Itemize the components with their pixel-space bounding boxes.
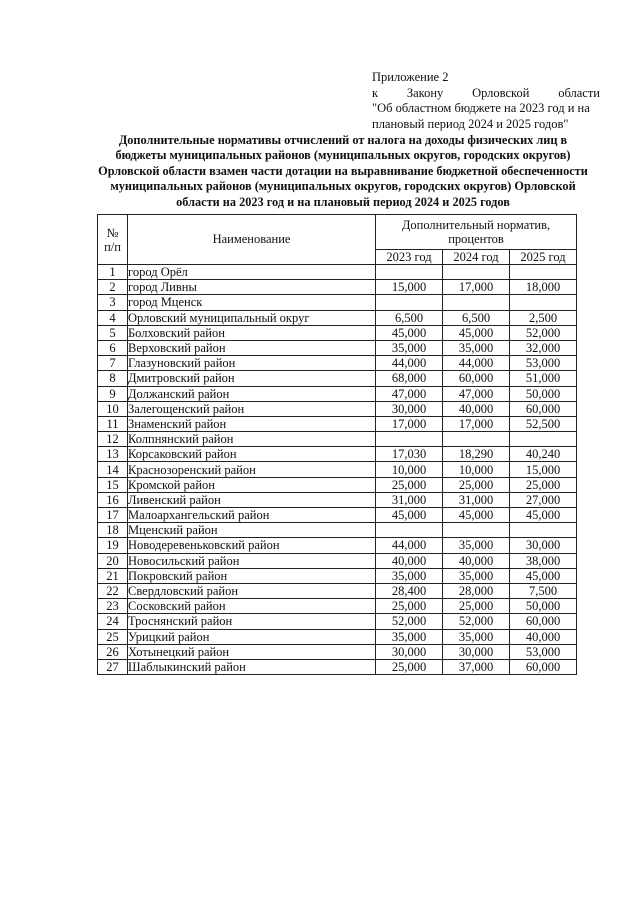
value-2025: 50,000	[510, 599, 577, 614]
document-title: Дополнительные нормативы отчислений от налога на доходы физических лиц в бюджеты муниципальных районов (муниципальных округов, городских округов) Орловской области взамен части дотации на выравнивание бюджетной обеспеченности муниципальных районов (муниципальных округов, городских округов) Орловской области на 2023 год и на плановый период 2024 и 2025 годов	[98, 133, 588, 209]
value-2025: 2,500	[510, 310, 577, 325]
value-2025: 50,000	[510, 386, 577, 401]
row-name: Шаблыкинский район	[128, 659, 376, 674]
value-2024: 60,000	[443, 371, 510, 386]
table-row	[98, 340, 577, 355]
row-name: Урицкий район	[128, 629, 376, 644]
value-2023: 68,000	[376, 371, 443, 386]
row-name: город Орёл	[128, 265, 376, 280]
header-year-2024: 2024 год	[443, 250, 510, 265]
value-2025: 45,000	[510, 568, 577, 583]
row-number: 14	[98, 462, 128, 477]
value-2025: 52,500	[510, 416, 577, 431]
row-name: город Мценск	[128, 295, 376, 310]
header-number-line1: №	[106, 225, 119, 240]
value-2024: 18,290	[443, 447, 510, 462]
table-body	[98, 265, 577, 675]
row-number: 12	[98, 432, 128, 447]
table-row	[98, 523, 577, 538]
row-number: 22	[98, 583, 128, 598]
table-row	[98, 583, 577, 598]
value-2023: 10,000	[376, 462, 443, 477]
row-name: Мценский район	[128, 523, 376, 538]
value-2025: 60,000	[510, 614, 577, 629]
value-2023	[376, 295, 443, 310]
row-name: Краснозоренский район	[128, 462, 376, 477]
row-name: Должанский район	[128, 386, 376, 401]
value-2023	[376, 432, 443, 447]
row-number: 15	[98, 477, 128, 492]
value-2025: 53,000	[510, 356, 577, 371]
table-row	[98, 416, 577, 431]
value-2023: 44,000	[376, 538, 443, 553]
value-2025: 40,000	[510, 629, 577, 644]
row-number: 20	[98, 553, 128, 568]
appendix-word-law: Закону	[406, 85, 444, 100]
value-2024: 35,000	[443, 538, 510, 553]
appendix-word-k: к	[372, 85, 379, 100]
table-row	[98, 401, 577, 416]
value-2023: 17,000	[376, 416, 443, 431]
table-row	[98, 614, 577, 629]
value-2024: 45,000	[443, 508, 510, 523]
value-2023: 30,000	[376, 401, 443, 416]
table-row	[98, 295, 577, 310]
value-2024	[443, 523, 510, 538]
value-2025: 18,000	[510, 280, 577, 295]
value-2024: 25,000	[443, 477, 510, 492]
row-number: 11	[98, 416, 128, 431]
row-number: 27	[98, 659, 128, 674]
header-norm-line2: процентов	[448, 232, 504, 246]
header-norm	[376, 215, 577, 250]
row-number: 23	[98, 599, 128, 614]
header-number	[98, 215, 128, 265]
value-2024	[443, 295, 510, 310]
table-row	[98, 508, 577, 523]
value-2024: 45,000	[443, 325, 510, 340]
value-2025	[510, 265, 577, 280]
row-number: 5	[98, 325, 128, 340]
row-number: 24	[98, 614, 128, 629]
table-row	[98, 568, 577, 583]
table-row	[98, 265, 577, 280]
row-name: Покровский район	[128, 568, 376, 583]
value-2023: 30,000	[376, 644, 443, 659]
value-2023: 15,000	[376, 280, 443, 295]
table-row	[98, 492, 577, 507]
value-2025	[510, 432, 577, 447]
row-name: Орловский муниципальный округ	[128, 310, 376, 325]
value-2025: 25,000	[510, 477, 577, 492]
row-name: город Ливны	[128, 280, 376, 295]
value-2024: 40,000	[443, 401, 510, 416]
value-2025: 7,500	[510, 583, 577, 598]
row-name: Сосковский район	[128, 599, 376, 614]
row-name: Глазуновский район	[128, 356, 376, 371]
value-2023: 45,000	[376, 508, 443, 523]
row-name: Троснянский район	[128, 614, 376, 629]
value-2024: 35,000	[443, 568, 510, 583]
row-name: Кромской район	[128, 477, 376, 492]
row-name: Свердловский район	[128, 583, 376, 598]
value-2023: 35,000	[376, 568, 443, 583]
value-2024: 40,000	[443, 553, 510, 568]
row-name: Новодеревеньковский район	[128, 538, 376, 553]
appendix-law-title-line1: "Об областном бюджете на 2023 год и на	[372, 101, 590, 115]
value-2023: 6,500	[376, 310, 443, 325]
value-2024: 37,000	[443, 659, 510, 674]
row-number: 13	[98, 447, 128, 462]
value-2025: 30,000	[510, 538, 577, 553]
appendix-law-title-line2: плановый период 2024 и 2025 годов"	[372, 116, 569, 131]
table-row	[98, 462, 577, 477]
value-2023: 28,400	[376, 583, 443, 598]
value-2023: 31,000	[376, 492, 443, 507]
appendix-number: Приложение 2	[372, 70, 449, 84]
table-row	[98, 477, 577, 492]
value-2024: 47,000	[443, 386, 510, 401]
value-2025: 45,000	[510, 508, 577, 523]
value-2024: 17,000	[443, 280, 510, 295]
row-name: Колпнянский район	[128, 432, 376, 447]
value-2024: 35,000	[443, 340, 510, 355]
value-2023: 52,000	[376, 614, 443, 629]
value-2024: 25,000	[443, 599, 510, 614]
value-2025	[510, 523, 577, 538]
row-number: 19	[98, 538, 128, 553]
row-number: 9	[98, 386, 128, 401]
table-row	[98, 310, 577, 325]
value-2023: 47,000	[376, 386, 443, 401]
row-number: 18	[98, 523, 128, 538]
table-row	[98, 386, 577, 401]
value-2023	[376, 265, 443, 280]
row-name: Верховский район	[128, 340, 376, 355]
value-2024: 44,000	[443, 356, 510, 371]
value-2023: 25,000	[376, 477, 443, 492]
row-number: 7	[98, 356, 128, 371]
value-2023: 25,000	[376, 659, 443, 674]
row-number: 21	[98, 568, 128, 583]
value-2024: 35,000	[443, 629, 510, 644]
value-2023: 25,000	[376, 599, 443, 614]
value-2023: 45,000	[376, 325, 443, 340]
value-2024: 31,000	[443, 492, 510, 507]
table-row	[98, 371, 577, 386]
header-name: Наименование	[128, 215, 376, 265]
value-2025: 60,000	[510, 659, 577, 674]
row-number: 17	[98, 508, 128, 523]
appendix-word-region: Орловской	[472, 85, 530, 100]
norms-table	[97, 214, 577, 675]
value-2023	[376, 523, 443, 538]
value-2023: 40,000	[376, 553, 443, 568]
table-row	[98, 280, 577, 295]
row-name: Новосильский район	[128, 553, 376, 568]
row-number: 6	[98, 340, 128, 355]
table-row	[98, 432, 577, 447]
value-2025: 32,000	[510, 340, 577, 355]
table-row	[98, 644, 577, 659]
value-2025: 53,000	[510, 644, 577, 659]
value-2025: 40,240	[510, 447, 577, 462]
value-2023: 44,000	[376, 356, 443, 371]
row-number: 25	[98, 629, 128, 644]
value-2025	[510, 295, 577, 310]
row-name: Болховский район	[128, 325, 376, 340]
table-row	[98, 599, 577, 614]
table-row	[98, 325, 577, 340]
header-number-line2: п/п	[104, 239, 121, 254]
table-row	[98, 659, 577, 674]
table-row	[98, 629, 577, 644]
row-number: 2	[98, 280, 128, 295]
value-2025: 27,000	[510, 492, 577, 507]
value-2024: 52,000	[443, 614, 510, 629]
table-row	[98, 356, 577, 371]
value-2023: 35,000	[376, 340, 443, 355]
row-name: Корсаковский район	[128, 447, 376, 462]
row-number: 8	[98, 371, 128, 386]
table-row	[98, 447, 577, 462]
appendix-word-oblast: области	[558, 85, 600, 100]
value-2025: 52,000	[510, 325, 577, 340]
row-name: Дмитровский район	[128, 371, 376, 386]
row-number: 10	[98, 401, 128, 416]
row-number: 26	[98, 644, 128, 659]
value-2025: 38,000	[510, 553, 577, 568]
header-norm-line1: Дополнительный норматив,	[401, 218, 551, 232]
row-number: 16	[98, 492, 128, 507]
value-2025: 51,000	[510, 371, 577, 386]
table-row	[98, 538, 577, 553]
value-2023: 35,000	[376, 629, 443, 644]
value-2024: 10,000	[443, 462, 510, 477]
value-2024: 17,000	[443, 416, 510, 431]
row-name: Залегощенский район	[128, 401, 376, 416]
value-2024: 30,000	[443, 644, 510, 659]
row-number: 4	[98, 310, 128, 325]
header-year-2025: 2025 год	[510, 250, 577, 265]
header-year-2023: 2023 год	[376, 250, 443, 265]
value-2025: 15,000	[510, 462, 577, 477]
value-2023: 17,030	[376, 447, 443, 462]
row-name: Знаменский район	[128, 416, 376, 431]
value-2024: 6,500	[443, 310, 510, 325]
row-number: 3	[98, 295, 128, 310]
value-2024	[443, 432, 510, 447]
value-2024	[443, 265, 510, 280]
value-2025: 60,000	[510, 401, 577, 416]
row-name: Ливенский район	[128, 492, 376, 507]
row-number: 1	[98, 265, 128, 280]
value-2024: 28,000	[443, 583, 510, 598]
appendix-block	[372, 70, 600, 132]
row-name: Хотынецкий район	[128, 644, 376, 659]
appendix-law-reference	[372, 86, 600, 102]
table-row	[98, 553, 577, 568]
row-name: Малоархангельский район	[128, 508, 376, 523]
